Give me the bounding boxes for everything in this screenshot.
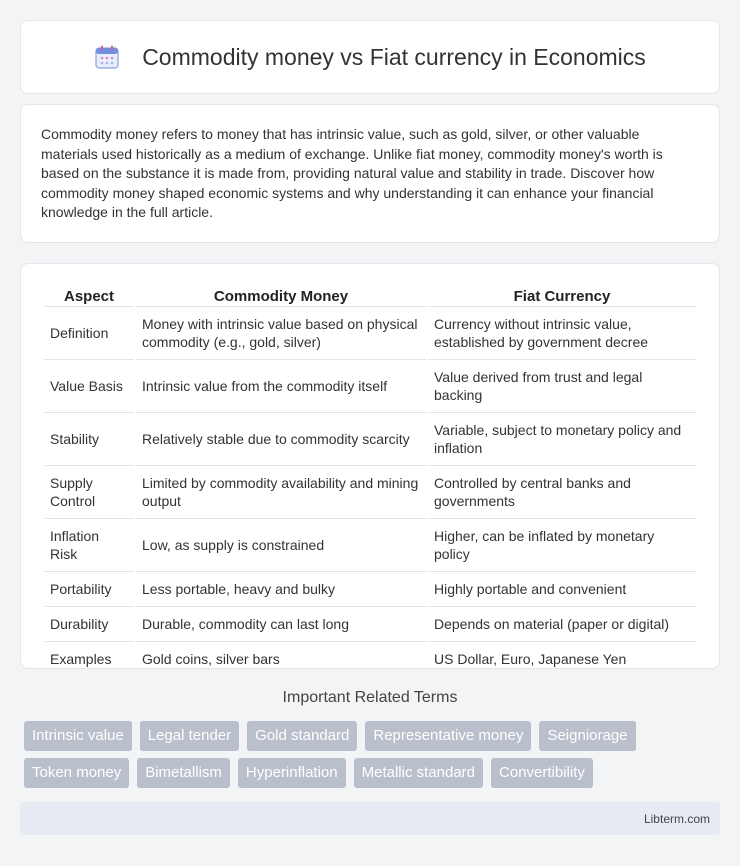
table-row	[44, 360, 696, 413]
page-title: Commodity money vs Fiat currency in Economics	[142, 43, 646, 70]
cell-aspect: Value Basis	[44, 360, 134, 413]
cell-fiat: Highly portable and convenient	[428, 572, 696, 607]
intro-text: Commodity money refers to money that has intrinsic value, such as gold, silver, or other valuable materials used historically as a medium of exchange. Unlike fiat money, commodity money's worth is based on the substance it is made from, providing natural value and stability in trade. Discover how commodity money shaped economic systems and why understanding it can enhance your financial knowledge in the full article.	[41, 126, 663, 221]
comparison-table	[42, 284, 698, 676]
tag-seigniorage[interactable]: Seigniorage	[539, 721, 635, 751]
tag-legal-tender[interactable]: Legal tender	[140, 721, 239, 751]
tag-intrinsic-value[interactable]: Intrinsic value	[24, 721, 132, 751]
cell-commodity: Limited by commodity availability and mining output	[136, 466, 426, 519]
tag-hyperinflation[interactable]: Hyperinflation	[238, 758, 346, 788]
tag-metallic-standard[interactable]: Metallic standard	[354, 758, 483, 788]
cell-fiat: Higher, can be inflated by monetary policy	[428, 519, 696, 572]
footer-site-link[interactable]: Libterm.com	[643, 812, 710, 826]
table-row	[44, 607, 696, 642]
table-row	[44, 519, 696, 572]
cell-commodity: Intrinsic value from the commodity itself	[136, 360, 426, 413]
cell-aspect: Examples	[50, 651, 112, 667]
cell-aspect: Durability	[44, 607, 134, 642]
tag-row	[24, 721, 724, 751]
cell-fiat: US Dollar, Euro, Japanese Yen	[434, 651, 627, 667]
cell-fiat: Currency without intrinsic value, established by government decree	[428, 307, 696, 360]
cell-aspect: Portability	[44, 572, 134, 607]
cell-fiat: Value derived from trust and legal backing	[428, 360, 696, 413]
table-row	[44, 642, 696, 676]
related-terms-tags	[24, 721, 724, 795]
intro-card	[20, 104, 720, 243]
table-row	[44, 466, 696, 519]
header-aspect: Aspect	[44, 284, 134, 307]
tag-convertibility[interactable]: Convertibility	[491, 758, 593, 788]
cell-aspect: Definition	[44, 307, 134, 360]
cell-commodity: Gold coins, silver bars	[142, 651, 280, 667]
table-header-row	[44, 284, 696, 307]
comparison-table-card	[20, 263, 720, 669]
cell-commodity: Durable, commodity can last long	[136, 607, 426, 642]
table-row	[44, 307, 696, 360]
header-commodity-money: Commodity Money	[136, 284, 426, 307]
cell-commodity: Less portable, heavy and bulky	[136, 572, 426, 607]
cell-commodity: Money with intrinsic value based on physical commodity (e.g., gold, silver)	[136, 307, 426, 360]
tag-representative-money[interactable]: Representative money	[365, 721, 531, 751]
cell-commodity: Low, as supply is constrained	[136, 519, 426, 572]
cell-aspect: Stability	[44, 413, 134, 466]
cell-fiat: Variable, subject to monetary policy and inflation	[428, 413, 696, 466]
cell-aspect: Inflation Risk	[44, 519, 134, 572]
header-fiat-currency: Fiat Currency	[428, 284, 696, 307]
table-row	[44, 572, 696, 607]
cell-fiat: Controlled by central banks and governments	[428, 466, 696, 519]
header-card	[20, 20, 720, 94]
tag-token-money[interactable]: Token money	[24, 758, 129, 788]
table-row	[44, 413, 696, 466]
cell-fiat: Depends on material (paper or digital)	[428, 607, 696, 642]
related-terms-title: Important Related Terms	[282, 689, 458, 706]
tag-bimetallism[interactable]: Bimetallism	[137, 758, 230, 788]
tag-row	[24, 758, 724, 788]
cell-aspect: Supply Control	[44, 466, 134, 519]
cell-commodity: Relatively stable due to commodity scarcity	[136, 413, 426, 466]
footer	[20, 802, 720, 835]
calendar-icon	[94, 44, 120, 70]
tag-gold-standard[interactable]: Gold standard	[247, 721, 357, 751]
